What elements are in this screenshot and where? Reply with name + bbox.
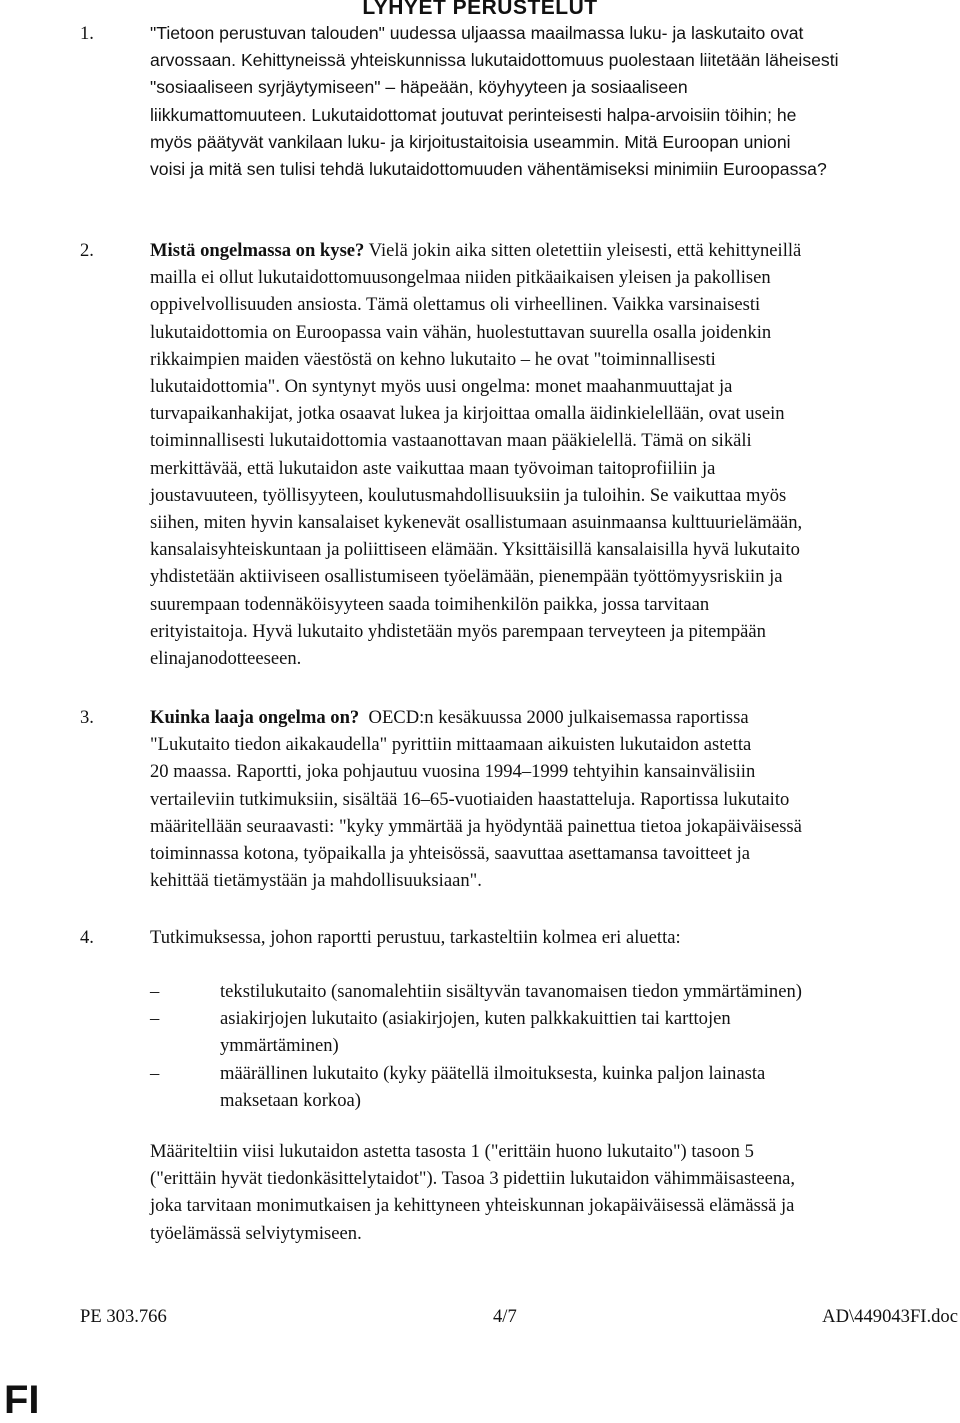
page-footer	[80, 1306, 958, 1334]
paragraph-line: Tutkimuksessa, johon raportti perustuu, tarkasteltiin kolmea eri aluetta:	[150, 927, 681, 948]
paragraph-line: myös päätyvät vankilaan luku- ja kirjoitustaitoisia useammin. Mitä Euroopan unioni	[150, 131, 791, 152]
paragraph-line: erityistaitoja. Hyvä lukutaito yhdistetään myös parempaan terveyteen ja pitempään	[150, 620, 766, 642]
paragraph-line: vertaileviin tutkimuksiin, sisältää 16–65-vuotiaiden haastatteluja. Raportissa lukutaito	[150, 788, 790, 810]
paragraph-line: yhdistetään aktiiviseen osallistumiseen työelämään, pienempään työttömyysriskiin ja	[150, 566, 783, 588]
paragraph-line: lukutaidottomia on Euroopassa vain vähän, huolestuttavan suurella osalla joidenkin	[150, 321, 772, 343]
paragraph-line: 20 maassa. Raportti, joka pohjautuu vuosina 1994–1999 tehtyihin kansainvälisiin	[150, 761, 756, 783]
language-code: FI	[4, 1378, 40, 1422]
paragraph-number: 3.	[80, 707, 94, 728]
paragraph-line: työelämässä selviytymiseen.	[150, 1222, 362, 1244]
dash-marker: –	[150, 981, 160, 1002]
paragraph-line: OECD:n kesäkuussa 2000 julkaisemassa raportissa	[359, 707, 749, 728]
paragraph-lead: Kuinka laaja ongelma on?	[150, 707, 360, 728]
paragraph-line: liikkumattomuuteen. Lukutaidottomat joutuvat perinteisesti halpa-arvoisiin töihin; he	[150, 104, 797, 125]
paragraph-line: suurempaan todennäköisyyteen saada toimihenkilön paikka, jossa tarvitaan	[150, 593, 710, 615]
paragraph-line: kansalaisyhteiskuntaan ja poliittiseen elämään. Yksittäisillä kansalaisilla hyvä lukutaito	[150, 539, 800, 561]
paragraph-number: 2.	[80, 240, 94, 261]
closing-paragraph	[150, 1138, 950, 1247]
list-item	[150, 1005, 950, 1059]
list-item-line: ymmärtäminen)	[220, 1035, 339, 1057]
paragraph-line: mailla ei ollut lukutaidottomuusongelmaa niiden pitkäaikaisen yleisen ja pakollisen	[150, 267, 771, 289]
list-item-line: tekstilukutaito (sanomalehtiin sisältyvän tavanomaisen tiedon ymmärtäminen)	[220, 981, 802, 1002]
paragraph-line: voisi ja mitä sen tulisi tehdä lukutaidottomuuden vähentämiseksi minimiin Euroopassa?	[150, 159, 827, 180]
paragraph-line: siihen, miten hyvin kansalaiset kykenevät osallistumaan asuinmaansa kulttuurielämään,	[150, 512, 803, 534]
paragraph-line: merkittävää, että lukutaidon aste vaikuttaa maan työvoiman taitoprofiiliin ja	[150, 457, 716, 479]
page-heading: LYHYET PERUSTELUT	[362, 0, 598, 19]
list-item-line: maksetaan korkoa)	[220, 1089, 361, 1111]
paragraph-line: määritellään seuraavasti: "kyky ymmärtää ja hyödyntää painettua tietoa jokapäiväisessä	[150, 815, 802, 837]
area-list	[150, 978, 950, 1114]
paragraph-number: 4.	[80, 927, 94, 948]
paragraph-lead: Mistä ongelmassa on kyse?	[150, 240, 365, 261]
dash-marker: –	[150, 1008, 160, 1030]
document-reference: PE 303.766	[80, 1306, 167, 1327]
paragraph-line: lukutaidottomia". On syntynyt myös uusi ongelma: monet maahanmuuttajat ja	[150, 376, 733, 398]
paragraph-line: joustavuuteen, työllisyyteen, koulutusmahdollisuuksiin ja tuloihin. Se vaikuttaa myös	[150, 484, 787, 506]
paragraph-line: ("erittäin hyvät tiedonkäsittelytaidot"). Tasoa 3 pidettiin lukutaidon vähimmäisasteena,	[150, 1168, 796, 1190]
paragraph-line: Määriteltiin viisi lukutaidon astetta tasosta 1 ("erittäin huono lukutaito") tasoon 5	[150, 1141, 754, 1162]
paragraph-line: arvossaan. Kehittyneissä yhteiskunnissa lukutaidottomuus puolestaan liitetään läheisesti	[150, 50, 839, 71]
paragraph-line: Vielä jokin aika sitten oletettiin yleisesti, että kehittyneillä	[364, 240, 802, 261]
paragraph-line: "Lukutaito tiedon aikakaudella" pyrittiin mittaamaan aikuisten lukutaidon astetta	[150, 734, 752, 756]
list-item	[150, 978, 950, 1005]
paragraph-line: "sosiaaliseen syrjäytymiseen" – häpeään, köyhyyteen ja sosiaaliseen	[150, 77, 688, 98]
paragraph-number: 1.	[80, 23, 94, 44]
list-item	[150, 1060, 950, 1114]
paragraph-line: elinajanodotteeseen.	[150, 648, 302, 670]
list-item-line: asiakirjojen lukutaito (asiakirjojen, kuten palkkakuittien tai karttojen	[220, 1008, 731, 1030]
page-number: 4/7	[493, 1306, 517, 1327]
paragraph-line: toiminnassa kotona, työpaikalla ja yhteisössä, saavuttaa asettamansa tavoitteet ja	[150, 843, 750, 865]
paragraph-line: kehittää tietämystään ja mahdollisuuksiaan".	[150, 870, 482, 892]
list-item-line: määrällinen lukutaito (kyky päätellä ilmoituksesta, kuinka paljon lainasta	[220, 1062, 766, 1084]
paragraph-line: toiminnallisesti lukutaidottomia vastaanottavan maan pääkielellä. Tämä on sikäli	[150, 430, 752, 452]
file-name: AD\449043FI.doc	[822, 1306, 958, 1327]
paragraph-line: joka tarvitaan monimutkaisen ja kehittyneen yhteiskunnan jokapäiväisessä elämässä ja	[150, 1195, 795, 1217]
paragraph-line: turvapaikanhakijat, jotka osaavat lukea ja kirjoittaa omalla äidinkielellään, ovat usein	[150, 403, 785, 425]
paragraph-line: oppivelvollisuuden ansiosta. Tämä olettamus oli virheellinen. Vaikka varsinaisesti	[150, 294, 761, 316]
paragraph-line: rikkaimpien maiden väestöstä on kehno lukutaito – he ovat "toiminnallisesti	[150, 348, 716, 370]
dash-marker: –	[150, 1062, 160, 1084]
paragraph-line: "Tietoon perustuvan talouden" uudessa uljaassa maailmassa luku- ja laskutaito ovat	[150, 23, 804, 43]
